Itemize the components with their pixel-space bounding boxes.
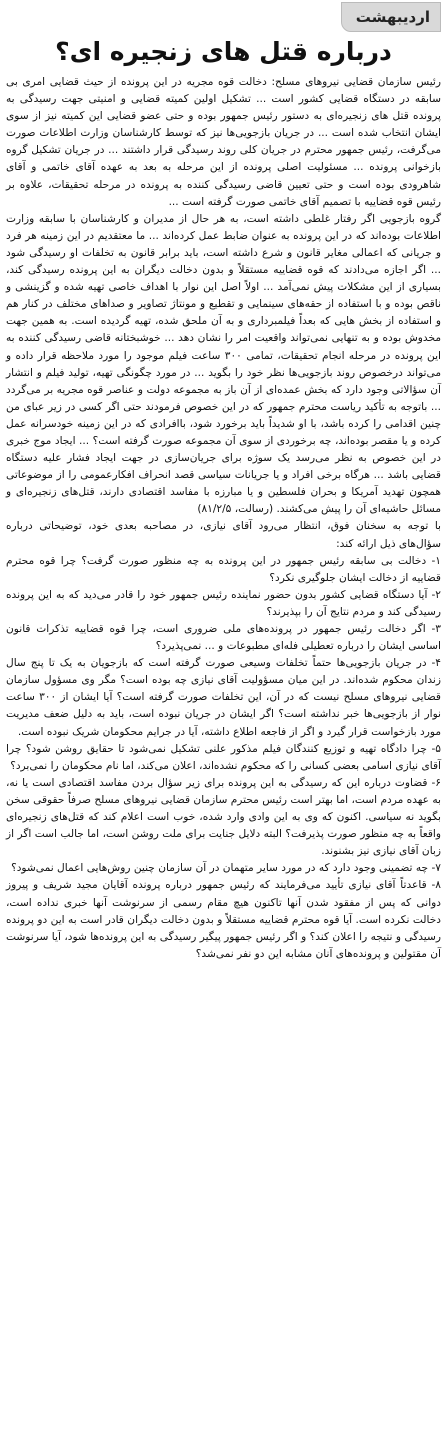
paragraph-3: با توجه به سخنان فوق، انتظار می‌رود آقای نیازی، در مصاحبه بعدی خود، توضیحاتی درباره سؤال‌های ذیل ارائه کند:: [6, 520, 441, 550]
question-4: ۴- در جریان بازجویی‌ها حتماً تخلفات وسیعی صورت گرفته است که بازجویان به یک تا پنج سال زندان محکوم شده‌اند. در این میان مسؤولیت آقای نیازی چه بوده است؟ مگر وی مسؤول سازمان قضایی نیروهای مسلح نیست که در آن، این تخلفات صورت گرفته است؟ آیا ایشان از ۳۰۰ ساعت نوار از بازجویی‌ها خبر نداشته است؟ اگر ایشان در جریان نبوده است، باید به دلیل ضعف مدیریت مورد بازخواست قرار گیرد و اگر از فاجعه اطلاع داشته، آیا در جرایم محکومان شریک نبوده است.: [6, 657, 441, 738]
question-5: ۵- چرا دادگاه تهیه و توزیع کنندگان فیلم مذکور علنی تشکیل نمی‌شود تا حقایق روشن شود؟ چرا آقای نیازی اسامی بعضی کسانی را که محکوم نشده‌اند، اعلان می‌کند، اما نام محکومان را نمی‌برد؟: [6, 742, 441, 772]
question-3: ۳- اگر دخالت رئیس جمهور در پرونده‌های ملی ضروری است، چرا قوه قضاییه تذکرات قانون اساسی ایشان را درباره تعطیلی فله‌ای مطبوعات و ... نمی‌پذیرد؟: [6, 623, 441, 653]
paragraph-1: رئیس سازمان قضایی نیروهای مسلح: دخالت قوه مجریه در این پرونده از حیث قضایی امری بی سابقه در دستگاه قضایی کشور است ... تشکیل اولین کمیته قضایی و امنیتی جهت رسیدگی به پرونده قتل های زنجیره‌ای به دستور رئیس جمهور بوده و حتی عضو قضایی این کمیته نیز از سوی ایشان انتخاب شده است ... در جریان بازجویی‌ها نیز که توسط کارشناسان وزارت اطلاعات صورت می‌گرفت، رئیس جمهور محترم در جریان کلی روند رسیدگی قرار داشتند ... در جریان تشکیل گروه بازخوانی پرونده ... مسئولیت اصلی پرونده از این مرحله به بعد به عهده آقای خاتمی و آقای شاهرودی بوده است و حتی تعیین قاضی رسیدگی کننده به پرونده در مرحله تحقیقات، علاوه بر رئیس قوه قضاییه با تصمیم آقای خاتمی صورت گرفته است ...: [6, 76, 441, 208]
header-bar: [6, 0, 441, 34]
question-7: ۷- چه تضمینی وجود دارد که در مورد سایر متهمان در آن سازمان چنین روش‌هایی اعمال نمی‌شود؟: [11, 862, 441, 875]
question-2: ۲- آیا دستگاه قضایی کشور بدون حضور نماینده رئیس جمهور خود را قادر می‌دید که به این پرونده رسیدگی کند و مردم نتایج آن را بپذیرند؟: [6, 588, 441, 618]
article-body: [6, 74, 441, 963]
section-tag: اردیبهشت: [341, 2, 441, 32]
question-1: ۱- دخالت بی سابقه رئیس جمهور در این پرونده به چه منظور صورت گرفت؟ چرا قوه محترم قضاییه از دخالت ایشان جلوگیری نکرد؟: [6, 554, 441, 584]
question-8: ۸- قاعدتاً آقای نیازی تأیید می‌فرمایند که رئیس جمهور درباره پرونده آقایان مجید شریف و پیروز دوانی که پس از مفقود شدن آنها تاکنون هیچ مقام رسمی از سرنوشت آنها خبری نداده است، دخالت نکرده است. آیا قوه محترم قضاییه مستقلاً و بدون دخالت دیگران قادر است به این دو پرونده رسیدگی و نتیجه را اعلان کند؟ و اگر رئیس جمهور پیگیر رسیدگی به این پرونده‌ها شود، آیا سرنوشت آن مقتولین و پرونده‌های آنان مشابه این دو نفر نمی‌شد؟: [6, 879, 441, 960]
headline: درباره قتل های زنجیره ای؟: [55, 37, 392, 66]
question-6: ۶- قضاوت درباره این که رسیدگی به این پرونده برای زیر سؤال بردن مفاسد اقتصادی است یا نه، به عهده مردم است، اما بهتر است رئیس محترم سازمان قضایی نیروهای مسلح صرفاً حقوقی سخن بگوید نه سیاسی. اکنون که وی به این وادی وارد شده، خوب است اعلام کند که قتل‌های زنجیره‌ای واقعاً به چه منظور صورت پذیرفت؟ البته دلایل جنایت برای ملت روشن است، اما جالب است اگر از زبان آقای نیازی نیز بشنوند.: [6, 776, 441, 858]
paragraph-2: گروه بازجویی اگر رفتار غلطی داشته است، به هر حال از مدیران و کارشناسان با سابقه وزارت اطلاعات بوده‌اند که در این پرونده به عنوان ضابط عمل کرده‌اند ... ما معتقدیم در این زمینه هر فرد و جریانی که اعمالی مغایر قانون و شرع داشته است، باید برابر قانون به تخلفات او رسیدگی شود ... اگر اجازه می‌دادند که قوه قضاییه مستقلاً و بدون دخالت دیگران به این پرونده رسیدگی کند، بسیاری از این مشکلات پیش نمی‌آمد ... اولاً اصل این نوار با اهداف خاصی تهیه شده و گزینشی و ناقص بوده و با استفاده از حقه‌های سینمایی و تقطیع و مونتاژ تصاویر و صداهای مختلف در کنار هم و استفاده از بخش هایی که بعداً فیلمبرداری و به آن ملحق شده، تهیه گردیده است. به همین جهت مخدوش بوده و به تنهایی نمی‌تواند واقعیت امر را نشان دهد ... خوشبختانه قاضی رسیدگی کننده به این پرونده در مرحله انجام تحقیقات، تمامی ۳۰۰ ساعت فیلم موجود را مورد ملاحظه قرار داده و می‌تواند درخصوص روند بازجویی‌ها نظر خود را بگوید ... در مورد چگونگی تهیه، تولید فیلم و انتشار آن سؤالاتی وجود دارد که بخش عمده‌ای از آن باز به مجموعه دولت و عناصر قوه مجریه بر می‌گردد ... باتوجه به تأکید ریاست محترم جمهور که در این خصوص فرمودند حتی اگر کسی در زیر عبای من چنین اقدامی را کرده باشد، با او شدیداً باید برخورد شود، باافرادی که در این زمینه خودسرانه عمل کرده و یا مقصر بوده‌اند، چه برخوردی از سوی آن مجموعه صورت گرفته است؟ ... ایجاد موج خبری در این خصوص به نظر می‌رسد یک سوژه برای جریان‌سازی در جهت ایجاد فشار علیه دستگاه قضایی باشد ... هرگاه برخی افراد و یا جریانات سیاسی قصد انحراف افکارعمومی را از موضوعاتی همچون تهدید آمریکا و بحران فلسطین و یا مبارزه با مفاسد اقتصادی دارند، قتل‌های زنجیره‌ای و مسائل حاشیه‌ای آن را پیش می‌کشند. (رسالت، ۸۱/۲/۵): [6, 212, 442, 516]
